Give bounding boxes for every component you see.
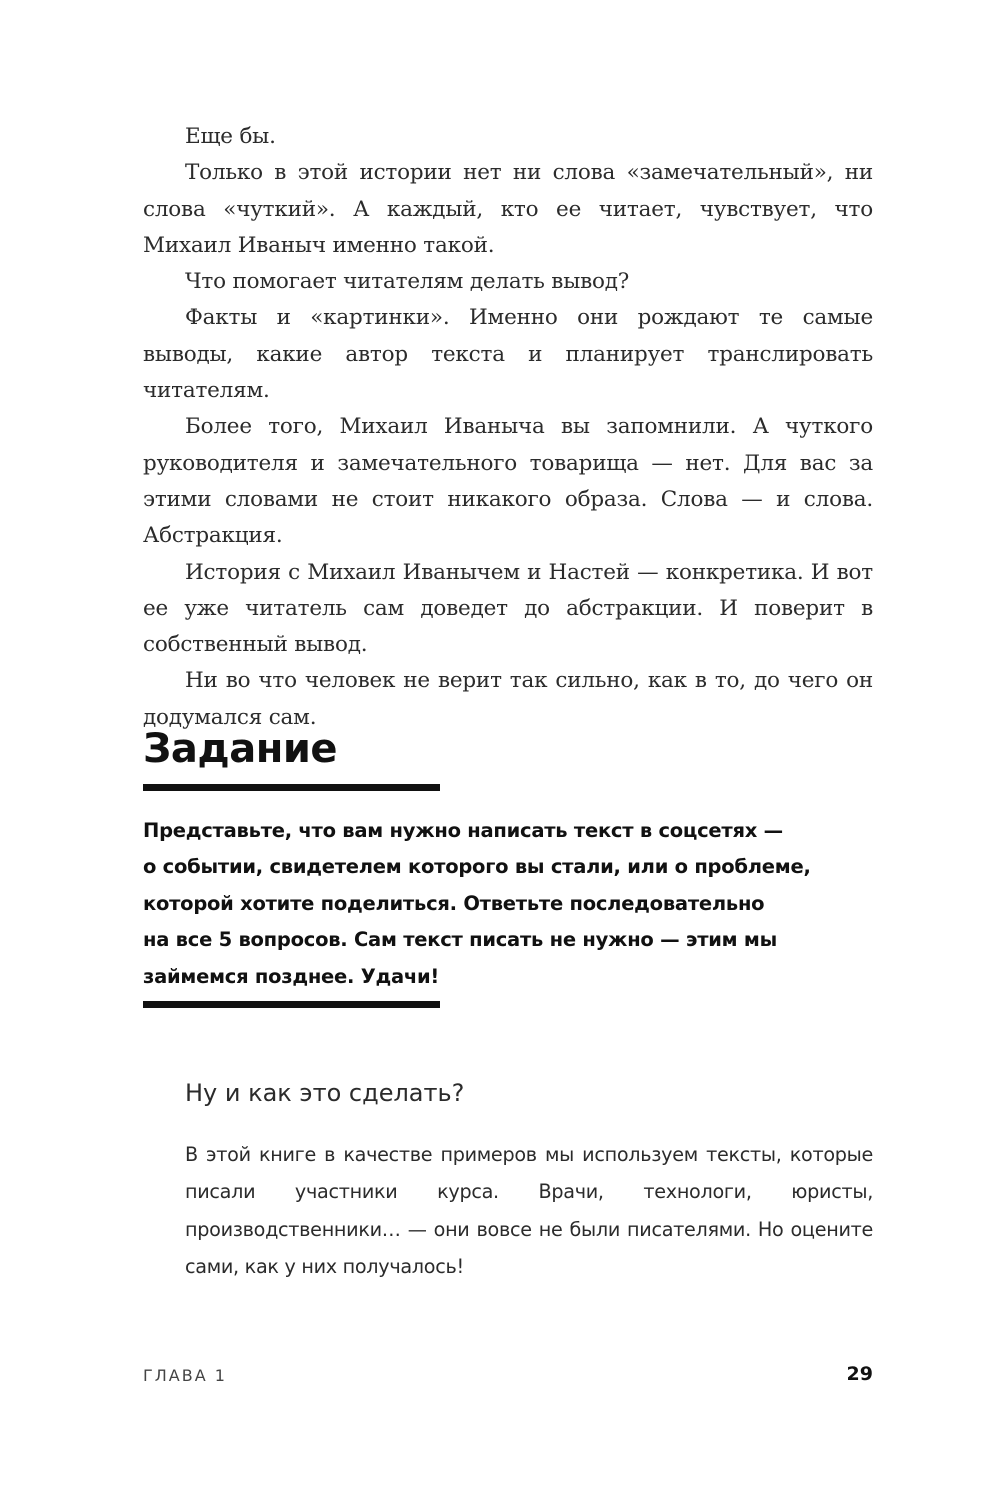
page-number: 29 [846, 1363, 873, 1385]
paragraph: Только в этой истории нет ни слова «замечательный», ни слова «чуткий». А каждый, кто ее читает, чувствует, что Михаил Иваныч именно такой. [143, 160, 873, 258]
subsection-text: В этой книге в качестве примеров мы используем тексты, которые писали участники курса. Врачи, технологи, юристы, производственники… — они вовсе не были писателями. Но оцените сами, как у них получалось! [185, 1143, 873, 1279]
paragraph: Более того, Михаил Иваныча вы запомнили. А чуткого руководителя и замечательного товарища — нет. Для вас за этими словами не стоит никакого образа. Слова — и слова. Абстракция. [143, 414, 873, 549]
task-rule-bottom [143, 1001, 440, 1008]
task-rule-top [143, 784, 440, 791]
task-line: на все 5 вопросов. Сам текст писать не нужно — этим мы [143, 928, 777, 952]
task-title: Задание [143, 726, 337, 772]
task-line: Представьте, что вам нужно написать текст в соцсетях — [143, 819, 783, 842]
footer-chapter: ГЛАВА 1 [143, 1366, 227, 1385]
subsection-heading: Ну и как это сделать? [185, 1079, 465, 1107]
paragraph: Что помогает читателям делать вывод? [185, 269, 630, 295]
task-line: займемся позднее. Удачи! [143, 964, 440, 988]
paragraph: История с Михаил Иванычем и Настей — конкретика. И вот ее уже читатель сам доведет до абстракции. И поверит в собственный вывод. [143, 559, 873, 658]
paragraph: Ни во что человек не верит так сильно, как в то, до чего он додумался сам. [143, 668, 873, 730]
task-line: которой хотите поделиться. Ответьте последовательно [143, 891, 765, 915]
paragraph: Еще бы. [185, 124, 276, 149]
main-text [143, 119, 873, 736]
task-line: о событии, свидетелем которого вы стали, или о проблеме, [143, 855, 811, 879]
paragraph: Факты и «картинки». Именно они рождают те самые выводы, какие автор текста и планирует транслировать читателям. [143, 305, 873, 404]
task-text [143, 813, 873, 995]
